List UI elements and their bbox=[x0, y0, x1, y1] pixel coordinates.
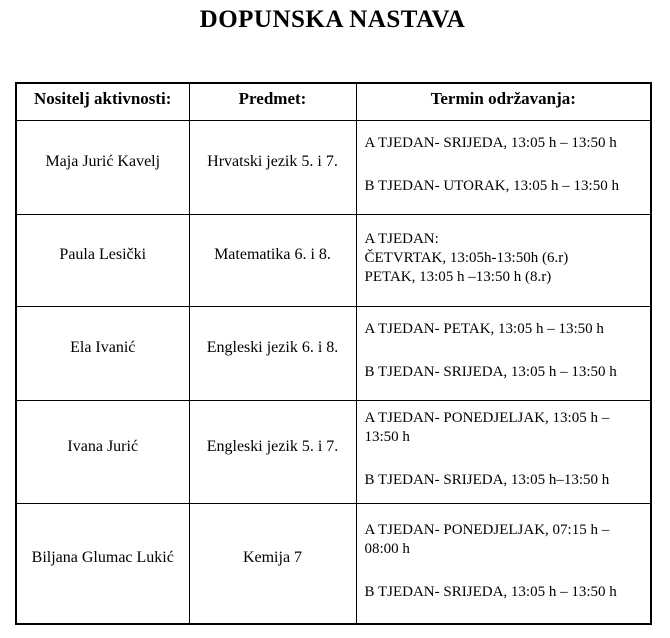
schedule-group bbox=[365, 409, 647, 447]
schedule-line: A TJEDAN- SRIJEDA, 13:05 h – 13:50 h bbox=[364, 135, 617, 151]
subject-cell: Kemija 7 bbox=[189, 503, 356, 624]
table-row bbox=[16, 400, 651, 503]
schedule-group bbox=[365, 134, 647, 153]
subject-cell: Matematika 6. i 8. bbox=[189, 214, 356, 306]
schedule-group bbox=[365, 471, 647, 490]
subject-cell: Hrvatski jezik 5. i 7. bbox=[189, 120, 356, 214]
schedule-cell bbox=[356, 306, 651, 400]
table-body bbox=[16, 120, 651, 624]
schedule-line: B TJEDAN- SRIJEDA, 13:05 h–13:50 h bbox=[364, 472, 610, 488]
schedule-group bbox=[365, 363, 647, 382]
schedule-line: A TJEDAN- PONEDJELJAK, 13:05 h – 13:50 h bbox=[364, 410, 610, 445]
schedule-cell bbox=[356, 214, 651, 306]
table-row bbox=[16, 120, 651, 214]
schedule-table bbox=[15, 82, 652, 625]
page-title: DOPUNSKA NASTAVA bbox=[199, 6, 466, 33]
schedule-line: A TJEDAN- PONEDJELJAK, 07:15 h – 08:00 h bbox=[364, 521, 610, 557]
schedule-group bbox=[365, 583, 647, 602]
schedule-line: B TJEDAN- SRIJEDA, 13:05 h – 13:50 h bbox=[364, 364, 617, 380]
table-row bbox=[16, 214, 651, 306]
activity-holder-cell: Maja Jurić Kavelj bbox=[16, 120, 189, 214]
schedule-line: PETAK, 13:05 h –13:50 h (8.r) bbox=[364, 268, 552, 285]
table-row bbox=[16, 306, 651, 400]
schedule-group bbox=[365, 230, 647, 287]
subject-cell: Engleski jezik 6. i 8. bbox=[189, 306, 356, 400]
column-header-nositelj-aktivnosti: Nositelj aktivnosti: bbox=[16, 83, 189, 120]
activity-holder-cell: Biljana Glumac Lukić bbox=[16, 503, 189, 624]
subject-cell: Engleski jezik 5. i 7. bbox=[189, 400, 356, 503]
activity-holder-cell: Ela Ivanić bbox=[16, 306, 189, 400]
schedule-line: B TJEDAN- UTORAK, 13:05 h – 13:50 h bbox=[364, 178, 619, 194]
schedule-cell bbox=[356, 120, 651, 214]
schedule-line: B TJEDAN- SRIJEDA, 13:05 h – 13:50 h bbox=[364, 583, 617, 600]
column-header-predmet: Predmet: bbox=[189, 83, 356, 120]
schedule-cell bbox=[356, 400, 651, 503]
schedule-cell bbox=[356, 503, 651, 624]
schedule-line: A TJEDAN: bbox=[364, 230, 439, 247]
schedule-line: ČETVRTAK, 13:05h-13:50h (6.r) bbox=[364, 249, 569, 266]
table-header bbox=[16, 83, 651, 120]
schedule-group bbox=[365, 521, 647, 559]
schedule-line: A TJEDAN- PETAK, 13:05 h – 13:50 h bbox=[364, 321, 604, 337]
header-row bbox=[16, 83, 651, 120]
activity-holder-cell: Paula Lesički bbox=[16, 214, 189, 306]
schedule-group bbox=[365, 177, 647, 196]
schedule-group bbox=[365, 320, 647, 339]
table-row bbox=[16, 503, 651, 624]
column-header-termin-odrzavanja: Termin održavanja: bbox=[356, 83, 651, 120]
activity-holder-cell: Ivana Jurić bbox=[16, 400, 189, 503]
